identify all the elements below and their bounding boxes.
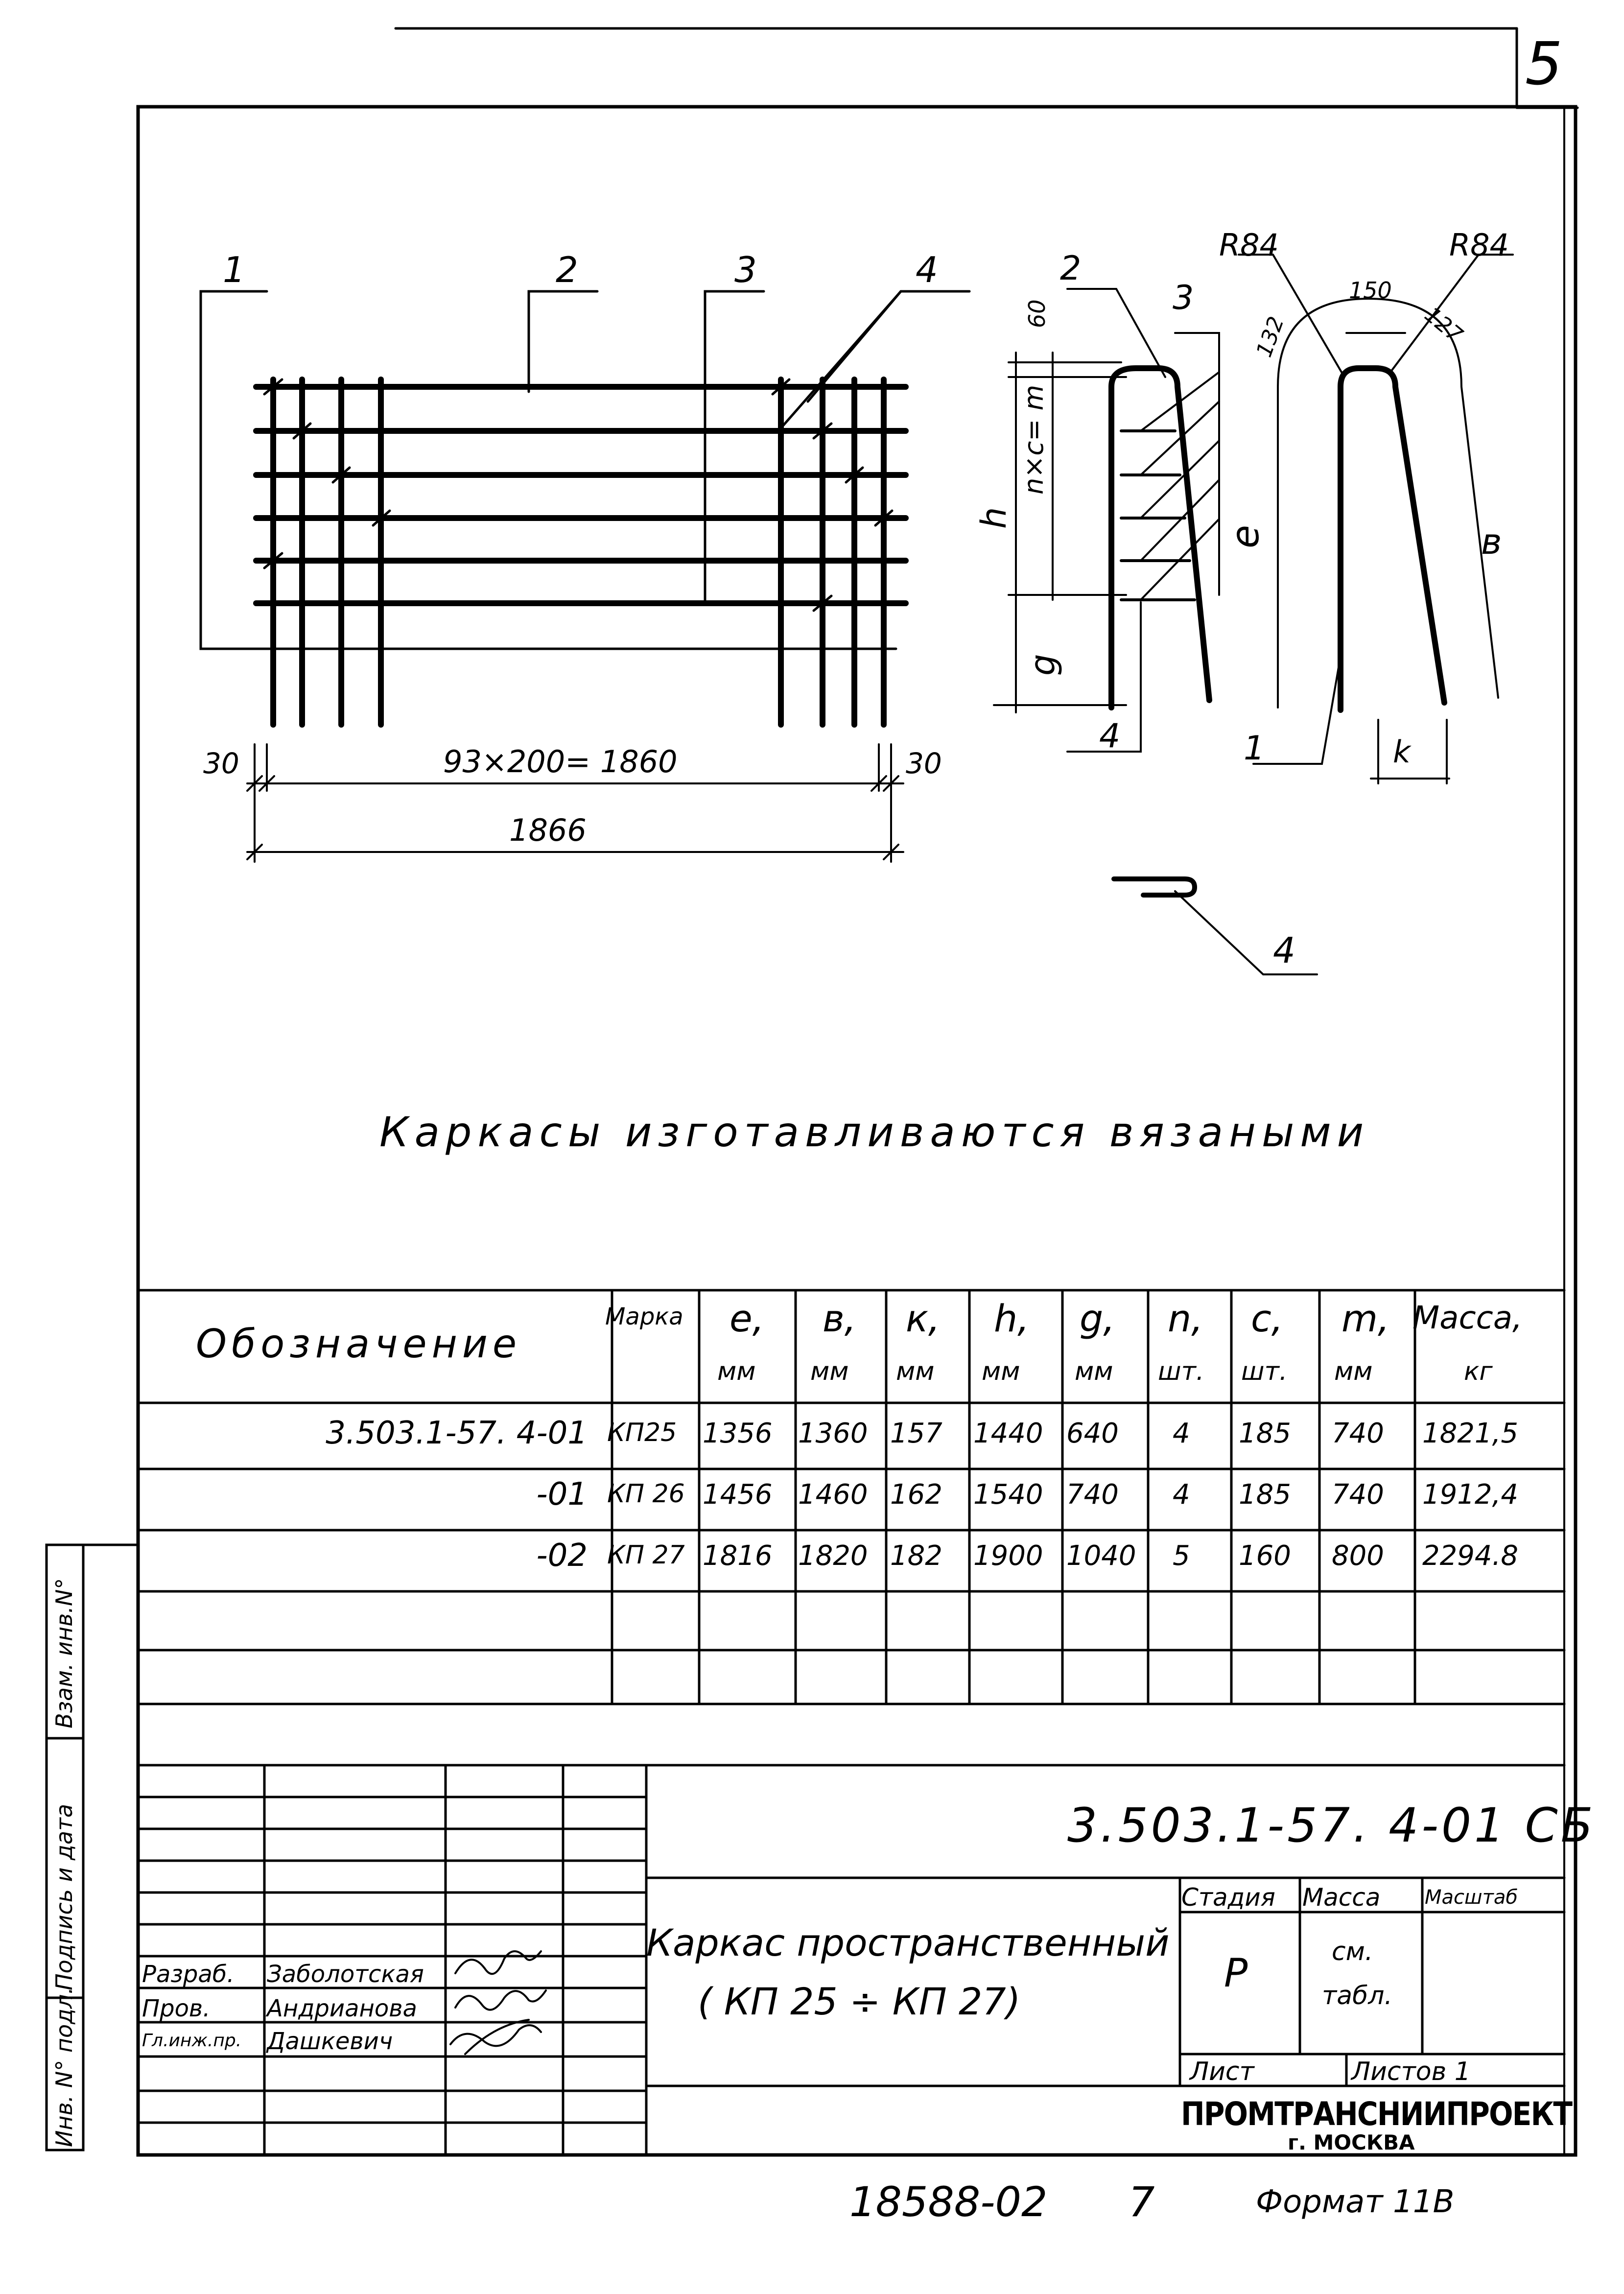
row-k: 157 [890,1418,942,1449]
header-b-unit: мм [810,1357,849,1386]
row-g: 1040 [1066,1540,1136,1572]
header-e: e, [730,1297,764,1340]
row-designation: 3.503.1-57. 4-01 [326,1415,588,1451]
row-e: 1456 [703,1479,773,1511]
mass-value-line2: табл. [1322,1981,1392,2010]
label-position-3: 3 [734,249,757,290]
row-mass: 1912,4 [1422,1479,1518,1511]
row-n: 4 [1173,1479,1190,1511]
dim-left-30: 30 [203,747,239,780]
dim-right-30: 30 [906,747,942,780]
dim-k: k [1393,734,1411,770]
radius-left: R84 [1219,227,1279,263]
dim-e: e [1224,525,1268,548]
stage-value: Р [1224,1950,1248,1996]
section-label-2: 2 [1060,249,1082,288]
mass-label: Масса [1302,1883,1381,1912]
radius-right: R84 [1449,227,1509,263]
dim-total-length: 1866 [509,812,587,848]
header-n: n, [1168,1297,1203,1340]
section-label-3: 3 [1173,279,1194,317]
row-m: 740 [1332,1479,1384,1511]
sheet-number: 5 [1525,30,1563,98]
header-mark: Марка [605,1303,683,1330]
row-c: 160 [1239,1540,1291,1572]
dim-g: g [1023,654,1063,676]
footer-page: 7 [1129,2178,1155,2226]
u-bar-drawing [1341,368,1444,710]
sheets-count: Листов 1 [1351,2057,1471,2086]
organization-name: ПРОМТРАНСНИИПРОЕКТ [1181,2095,1572,2133]
header-k-unit: мм [896,1357,935,1386]
header-g-unit: мм [1075,1357,1113,1386]
header-m: m, [1342,1297,1390,1340]
row-b: 1460 [798,1479,868,1511]
row-mass: 2294.8 [1422,1540,1518,1572]
dim-150: 150 [1349,277,1392,304]
row-b: 1360 [798,1418,868,1449]
clip-detail-drawing [1114,879,1195,895]
role-checker: Пров. [142,1995,211,2022]
row-h: 1900 [973,1540,1043,1572]
row-m: 740 [1332,1418,1384,1449]
row-n: 5 [1173,1540,1190,1572]
dim-127: 127 [1419,302,1467,348]
product-range: ( КП 25 ÷ КП 27) [698,1980,1021,2023]
stamp-replacement-inv: Взам. инв.N° [51,1578,77,1728]
header-c: c, [1251,1297,1283,1340]
stage-label: Стадия [1181,1883,1275,1912]
header-n-unit: шт. [1158,1357,1204,1386]
row-k: 162 [890,1479,942,1511]
dim-h: h [974,507,1014,529]
row-designation: -02 [536,1537,588,1574]
archive-number: 18588-02 [849,2178,1048,2226]
scale-label: Масштаб [1425,1886,1518,1909]
header-k: к, [906,1297,941,1340]
sheet-label: Лист [1190,2057,1254,2086]
row-mark: КП 26 [607,1479,685,1509]
row-m: 800 [1332,1540,1384,1572]
product-name: Каркас пространственный [646,1921,1170,1964]
document-code: 3.503.1-57. 4-01 СБ [1067,1798,1596,1853]
row-g: 740 [1066,1479,1119,1511]
header-mass: Масса, [1412,1300,1523,1336]
row-g: 640 [1066,1418,1119,1449]
label-position-2: 2 [556,249,578,290]
role-chief-engineer: Гл.инж.пр. [142,2031,242,2051]
paper-format: Формат 11В [1256,2184,1455,2220]
header-e-unit: мм [717,1357,756,1386]
name-checker: Андрианова [267,1995,417,2022]
dim-132: 132 [1251,313,1289,361]
name-chief-engineer: Дашкевич [267,2028,393,2055]
signatures [450,1951,546,2054]
row-mass: 1821,5 [1422,1418,1518,1449]
row-h: 1540 [973,1479,1043,1511]
row-c: 185 [1239,1479,1291,1511]
organization-city: г. МОСКВА [1288,2130,1415,2154]
header-mass-unit: кг [1464,1357,1493,1386]
row-e: 1816 [703,1540,773,1572]
header-c-unit: шт. [1241,1357,1288,1386]
row-h: 1440 [973,1418,1043,1449]
row-c: 185 [1239,1418,1291,1449]
dim-60: 60 [1024,299,1050,328]
header-g: g, [1080,1297,1115,1340]
row-e: 1356 [703,1418,773,1449]
frame-section-drawing [1111,368,1209,708]
dim-n-by-c: n×c= m [1018,384,1049,495]
header-b: в, [823,1297,856,1340]
header-m-unit: мм [1334,1357,1373,1386]
stamp-signature-date: Подпись и дата [51,1803,77,1990]
header-designation: Обозначение [196,1321,522,1367]
row-k: 182 [890,1540,942,1572]
header-h-unit: мм [982,1357,1020,1386]
fabrication-note: Каркасы изготавливаются вязаными [379,1108,1370,1156]
mass-value-line1: см. [1332,1937,1373,1966]
dim-b: в [1481,521,1502,562]
clip-label-4: 4 [1273,930,1295,971]
role-developer: Разраб. [142,1961,235,1988]
row-designation: -01 [536,1476,588,1513]
section-label-4: 4 [1099,717,1121,756]
frame-elevation-drawing [256,379,906,725]
row-mark: КП 27 [607,1540,685,1570]
u-bar-label-1: 1 [1244,729,1265,768]
row-n: 4 [1173,1418,1190,1449]
row-mark: КП25 [607,1418,677,1447]
stamp-original-inv: Инв. N° подл. [51,1987,77,2147]
header-h: h, [994,1297,1030,1340]
row-b: 1820 [798,1540,868,1572]
label-position-1: 1 [223,249,245,290]
name-developer: Заболотская [267,1961,424,1988]
dim-spacing: 93×200= 1860 [443,744,678,780]
label-position-4: 4 [916,249,938,290]
